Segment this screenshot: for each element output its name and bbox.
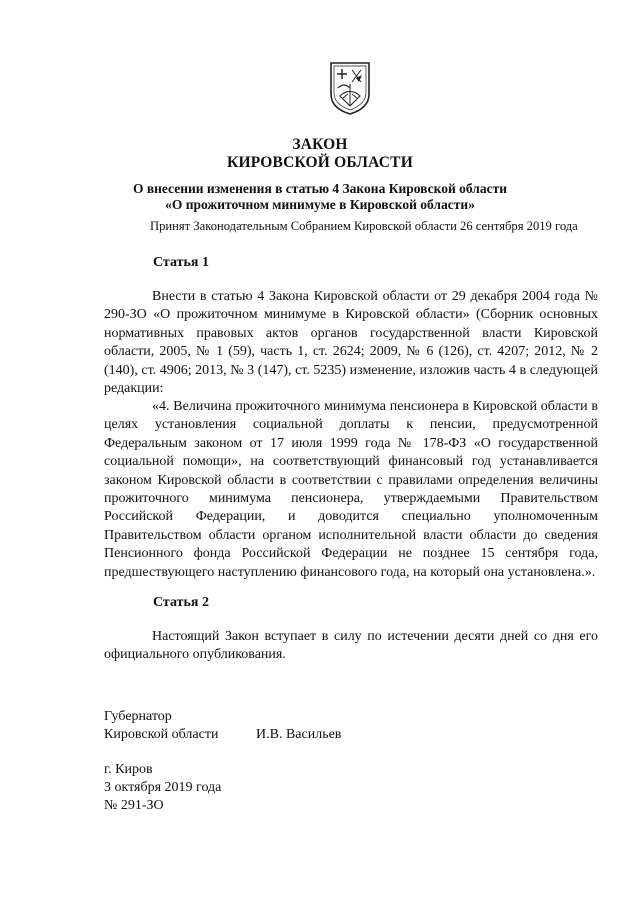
law-number: № 291-ЗО bbox=[104, 798, 164, 813]
document-type-title: ЗАКОН bbox=[292, 136, 348, 153]
article2-heading: Статья 2 bbox=[153, 595, 209, 610]
coat-of-arms-icon bbox=[328, 60, 372, 116]
article1-paragraph1: Внести в статью 4 Закона Кировской области от 29 декабря 2004 года № 290-ЗО «О прожиточном минимуме в Кировской области» (Сборник основных нормативных правовых актов органов государственной власти Кировской области, 2005, № 1 (59), часть 1, ст. 2624; 2009, № 6 (126), ст. 4207; 2012, № 2 (140), ст. 4906; 2013, № 3 (147), ст. 5235) изменение, изложив часть 4 в следующей редакции: bbox=[104, 289, 598, 397]
signing-city: г. Киров bbox=[104, 762, 153, 777]
adoption-note: Принят Законодательным Собранием Кировской области 26 сентября 2019 года bbox=[150, 219, 578, 233]
signatory-name: И.В. Васильев bbox=[256, 727, 342, 742]
signatory-position-line2: Кировской области bbox=[104, 727, 219, 742]
law-subject-line1: О внесении изменения в статью 4 Закона Кировской области bbox=[132, 181, 508, 196]
article1-heading: Статья 1 bbox=[153, 255, 209, 270]
signing-date: 3 октября 2019 года bbox=[104, 780, 222, 795]
region-title: КИРОВСКОЙ ОБЛАСТИ bbox=[227, 154, 413, 171]
law-subject-line2: «О прожиточном минимуме в Кировской области» bbox=[165, 197, 475, 212]
article2-paragraph: Настоящий Закон вступает в силу по истечении десяти дней со дня его официального опубликования. bbox=[104, 629, 598, 663]
article1-paragraph2: «4. Величина прожиточного минимума пенсионера в Кировской области в целях установления социальной доплаты к пенсии, предусмотренной Федеральным законом от 17 июля 1999 года № 178-ФЗ «О государственной социальной помощи», на соответствующий финансовый год устанавливается законом Кировской области в соответствии с правилами определения величины прожиточного минимума пенсионера, утверждаемыми Правительством Российской Федерации, и доводится специально уполномоченным Правительством области органом исполнительной власти области до сведения Пенсионного фонда Российской Федерации не позднее 15 сентября года, предшествующего наступлению финансового года, на который она установлена.». bbox=[104, 399, 598, 580]
signatory-position-line1: Губернатор bbox=[104, 709, 172, 724]
